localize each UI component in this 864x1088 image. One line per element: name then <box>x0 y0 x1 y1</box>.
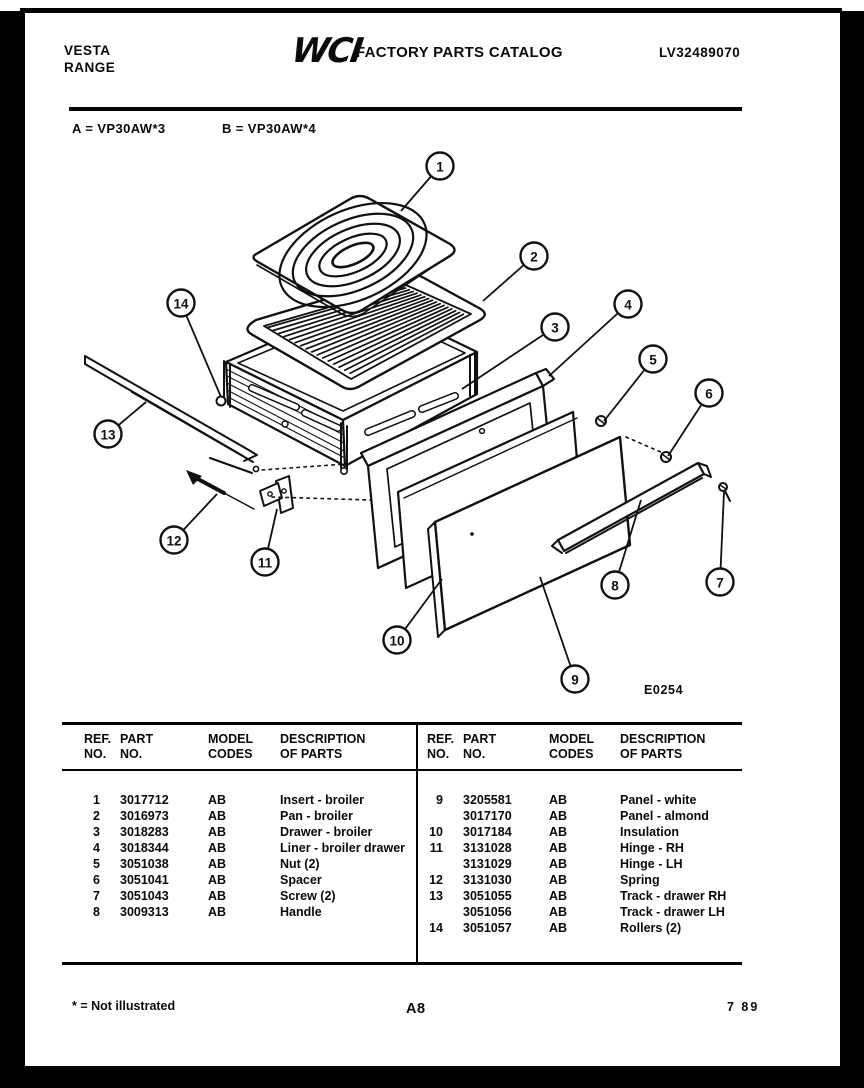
part-no: 3205581 <box>463 793 512 807</box>
publication-number: LV32489070 <box>659 45 741 60</box>
part-no: 3051041 <box>120 873 169 887</box>
part-description: Spacer <box>280 873 322 887</box>
part-description: Hinge - LH <box>620 857 683 871</box>
table-header-right <box>417 732 752 762</box>
table-row <box>62 888 412 904</box>
table-row <box>417 872 742 888</box>
part-description: Insert - broiler <box>280 793 365 807</box>
part-no: 3017170 <box>463 809 512 823</box>
table-row <box>62 792 412 808</box>
callout-number-14: 14 <box>173 296 189 312</box>
callout-number-5: 5 <box>649 352 657 368</box>
part-no: 3017184 <box>463 825 512 839</box>
model-codes: AB <box>208 793 227 807</box>
table-row <box>417 808 742 824</box>
model-codes: AB <box>549 857 568 871</box>
table-row <box>417 920 742 936</box>
callout-number-10: 10 <box>389 633 405 649</box>
part-no: 3051057 <box>463 921 512 935</box>
table-rule-header <box>62 769 742 771</box>
model-codes: AB <box>549 841 568 855</box>
part-description: Panel - white <box>620 793 697 807</box>
part-description: Hinge - RH <box>620 841 684 855</box>
part-no: 3051043 <box>120 889 169 903</box>
table-row <box>62 824 412 840</box>
model-codes: AB <box>549 889 568 903</box>
table-row <box>417 840 742 856</box>
table-row <box>417 904 742 920</box>
part-no: 3051055 <box>463 889 512 903</box>
date-code: 7 89 <box>727 1000 760 1014</box>
col-part-header: PART NO. <box>120 732 154 761</box>
part-no: 3016973 <box>120 809 169 823</box>
table-row <box>62 904 412 920</box>
hinge <box>253 466 293 513</box>
table-row <box>62 840 412 856</box>
not-illustrated-note: * = Not illustrated <box>72 999 176 1013</box>
col-part-header: PART NO. <box>463 732 497 761</box>
header-rule <box>69 107 742 111</box>
ref-no: 12 <box>429 873 443 887</box>
ref-no: 5 <box>93 857 100 871</box>
ref-no: 7 <box>93 889 100 903</box>
table-row <box>417 792 742 808</box>
brand-line1: VESTA <box>64 43 111 58</box>
model-b-label: B = VP30AW*4 <box>222 121 317 136</box>
table-rule-bottom <box>62 962 742 965</box>
table-row <box>417 888 742 904</box>
part-no: 3018283 <box>120 825 169 839</box>
callout-number-2: 2 <box>530 249 538 265</box>
model-codes: AB <box>208 889 227 903</box>
col-ref-header: REF. NO. <box>427 732 455 761</box>
table-header-left <box>62 732 434 762</box>
part-no: 3131030 <box>463 873 512 887</box>
model-codes: AB <box>208 857 227 871</box>
callout-number-7: 7 <box>716 575 724 591</box>
col-model-header: MODEL CODES <box>208 732 254 761</box>
model-codes: AB <box>208 825 227 839</box>
ref-no: 2 <box>93 809 100 823</box>
ref-no: 8 <box>93 905 100 919</box>
callout-number-6: 6 <box>705 386 713 402</box>
callout-number-3: 3 <box>551 320 559 336</box>
part-description: Handle <box>280 905 322 919</box>
part-description: Rollers (2) <box>620 921 682 935</box>
part-description: Nut (2) <box>280 857 320 871</box>
part-description: Spring <box>620 873 660 887</box>
ref-no: 4 <box>93 841 100 855</box>
part-no: 3017712 <box>120 793 169 807</box>
model-codes: AB <box>549 873 568 887</box>
roller <box>217 397 226 406</box>
model-codes: AB <box>549 905 568 919</box>
ref-no: 6 <box>93 873 100 887</box>
spring <box>186 470 254 509</box>
brand-name <box>64 42 115 76</box>
page-number: A8 <box>406 1001 426 1017</box>
callout-number-12: 12 <box>166 533 182 549</box>
part-description: Liner - broiler drawer <box>280 841 406 855</box>
part-no: 3131028 <box>463 841 512 855</box>
col-model-header: MODEL CODES <box>549 732 595 761</box>
table-row <box>62 808 412 824</box>
callout-number-13: 13 <box>100 427 116 443</box>
model-codes: AB <box>549 825 568 839</box>
ref-no: 10 <box>429 825 443 839</box>
model-codes: AB <box>208 905 227 919</box>
part-no: 3009313 <box>120 905 169 919</box>
scan-border-top <box>20 8 842 13</box>
ref-no: 11 <box>429 841 443 855</box>
ref-no: 9 <box>436 793 443 807</box>
ref-no <box>427 904 463 920</box>
ref-no: 3 <box>93 825 100 839</box>
model-a-label: A = VP30AW*3 <box>72 121 166 136</box>
ref-no <box>427 856 463 872</box>
part-no: 3051056 <box>463 905 512 919</box>
callout-leader-9 <box>540 577 575 679</box>
ref-no: 14 <box>429 921 443 935</box>
col-desc-header: DESCRIPTION OF PARTS <box>620 732 706 761</box>
ref-no: 13 <box>429 889 443 903</box>
table-rule-top <box>62 722 742 725</box>
parts-table-right <box>417 792 742 936</box>
part-no: 3051038 <box>120 857 169 871</box>
table-row <box>62 856 412 872</box>
ref-no: 1 <box>93 793 100 807</box>
callout-number-1: 1 <box>436 159 444 175</box>
part-description: Track - drawer RH <box>620 889 727 903</box>
col-desc-header: DESCRIPTION OF PARTS <box>280 732 366 761</box>
part-description: Drawer - broiler <box>280 825 373 839</box>
part-description: Insulation <box>620 825 680 839</box>
model-codes: AB <box>208 873 227 887</box>
part-no: 3131029 <box>463 857 512 871</box>
part-description: Panel - almond <box>620 809 709 823</box>
table-row <box>417 824 742 840</box>
model-codes: AB <box>549 809 568 823</box>
part-description: Screw (2) <box>280 889 336 903</box>
part-description: Pan - broiler <box>280 809 353 823</box>
model-codes: AB <box>549 793 568 807</box>
parts-table-left <box>62 792 412 920</box>
table-row <box>62 872 412 888</box>
callout-number-4: 4 <box>624 297 632 313</box>
col-ref-header: REF. NO. <box>84 732 112 761</box>
catalog-title: FACTORY PARTS CATALOG <box>356 44 563 61</box>
model-codes: AB <box>549 921 568 935</box>
wci-logo: WCI <box>289 31 364 71</box>
brand-line2: RANGE <box>64 60 116 75</box>
callout-number-11: 11 <box>257 555 273 571</box>
ref-no <box>427 808 463 824</box>
model-codes: AB <box>208 841 227 855</box>
scan-border-bottom <box>0 1066 864 1088</box>
model-codes: AB <box>208 809 227 823</box>
callout-leader-14 <box>181 303 221 397</box>
part-description: Track - drawer LH <box>620 905 725 919</box>
callout-number-9: 9 <box>571 672 579 688</box>
table-row <box>417 856 742 872</box>
exploded-view-diagram <box>0 140 864 715</box>
figure-code: E0254 <box>644 683 684 697</box>
callout-number-8: 8 <box>611 578 619 594</box>
part-no: 3018344 <box>120 841 169 855</box>
